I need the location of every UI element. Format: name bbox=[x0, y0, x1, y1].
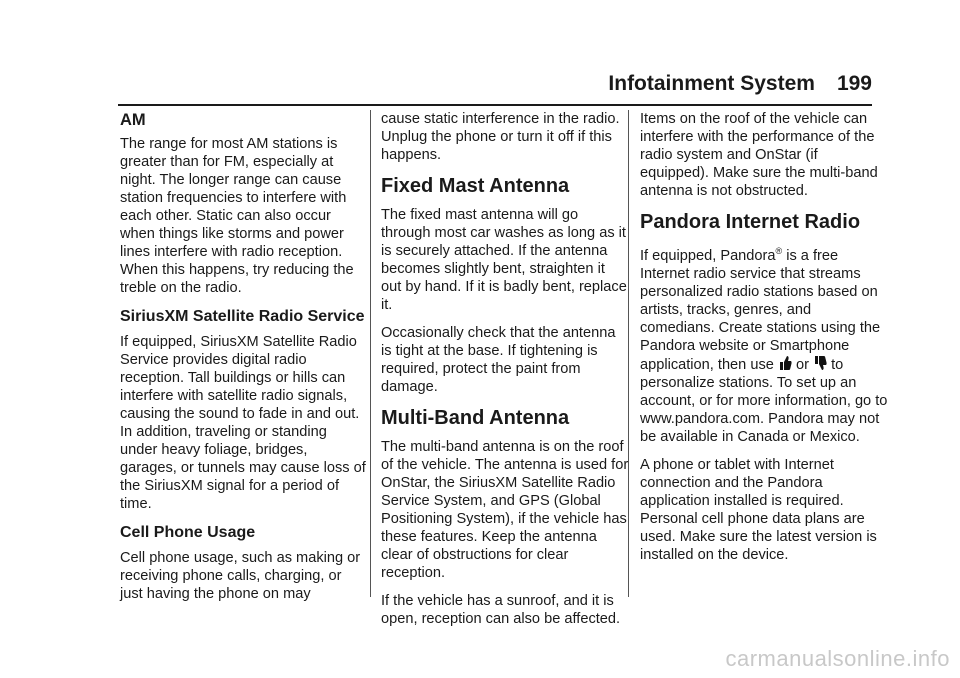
page-number: 199 bbox=[836, 72, 872, 95]
pandora-heading: Pandora Internet Radio bbox=[640, 211, 861, 233]
multi-band-paragraph-1: The multi-band antenna is on the roof of the vehicle. The antenna is used for OnStar, the SiriusXM Satellite Radio Service System, and GPS (Global Positioning System), if the vehicle has these features. Keep the antenna clear of obstructions for clear reception. bbox=[381, 439, 629, 581]
thumbs-down-icon bbox=[813, 355, 827, 371]
registered-mark: ® bbox=[775, 246, 783, 256]
multi-band-continued: Items on the roof of the vehicle can interfere with the performance of the radio system and OnStar (if equipped). Make sure the multi-band antenna is not obstructed. bbox=[640, 111, 878, 199]
pandora-intro: If equipped, Pandora bbox=[640, 247, 776, 264]
pandora-paragraph-1 bbox=[640, 242, 888, 446]
siriusxm-paragraph: If equipped, SiriusXM Satellite Radio Service provides digital radio reception. Tall buildings or hills can interfere with satellite radio signals, causing the sound to fade in and out. In addition, traveling or standing under heavy foliage, bridges, garages, or tunnels may cause loss of the SiriusXM signal for a period of time. bbox=[120, 334, 366, 512]
multi-band-paragraph-2: If the vehicle has a sunroof, and it is open, reception can also be affected. bbox=[381, 593, 621, 627]
thumbs-up-icon bbox=[778, 355, 792, 371]
cell-phone-paragraph: Cell phone usage, such as making or receiving phone calls, charging, or just having the phone on may bbox=[120, 550, 361, 602]
column-1 bbox=[120, 110, 368, 613]
fixed-mast-paragraph-1: The fixed mast antenna will go through most car washes as long as it is securely attached. If the antenna becomes slightly bent, straighten it out by hand. If it is badly bent, replace it. bbox=[381, 207, 627, 313]
siriusxm-heading: SiriusXM Satellite Radio Service bbox=[120, 308, 365, 325]
pandora-paragraph-2: A phone or tablet with Internet connection and the Pandora application installed is required. Personal cell phone data plans are used. Make sure the latest version is installed on the device. bbox=[640, 456, 877, 563]
am-heading: AM bbox=[120, 111, 146, 129]
header-rule bbox=[118, 104, 872, 106]
cell-phone-heading: Cell Phone Usage bbox=[120, 524, 256, 541]
column-3 bbox=[640, 110, 888, 574]
fixed-mast-paragraph-2: Occasionally check that the antenna is tight at the base. If tightening is required, protect the paint from damage. bbox=[381, 325, 616, 395]
column-divider-1 bbox=[370, 110, 371, 597]
watermark: carmanualsonline.info bbox=[725, 646, 950, 671]
page-header bbox=[608, 72, 872, 96]
column-2 bbox=[381, 110, 629, 638]
multi-band-heading: Multi-Band Antenna bbox=[381, 407, 570, 429]
section-title: Infotainment System bbox=[608, 72, 815, 95]
pandora-after-reg: is a free Internet radio service that streams personalized radio stations based on artists, tracks, genres, and comedians. Create stations using the Pandora website or Smartphone application, then use bbox=[640, 247, 881, 373]
pandora-or: or bbox=[791, 356, 814, 373]
am-paragraph: The range for most AM stations is greater than for FM, especially at night. The longer range can cause station frequencies to interfere with each other. Static can also occur when things like storms and power lines interfere with radio reception. When this happens, try reducing the treble on the radio. bbox=[120, 136, 354, 296]
pandora-to: to personalize stations. To set up an account, or for more information, go to www.pandora.com. Pandora may not be available in Canada or Mexico. bbox=[640, 356, 888, 445]
cell-phone-continued: cause static interference in the radio. Unplug the phone or turn it off if this happens. bbox=[381, 111, 620, 163]
fixed-mast-heading: Fixed Mast Antenna bbox=[381, 175, 570, 197]
